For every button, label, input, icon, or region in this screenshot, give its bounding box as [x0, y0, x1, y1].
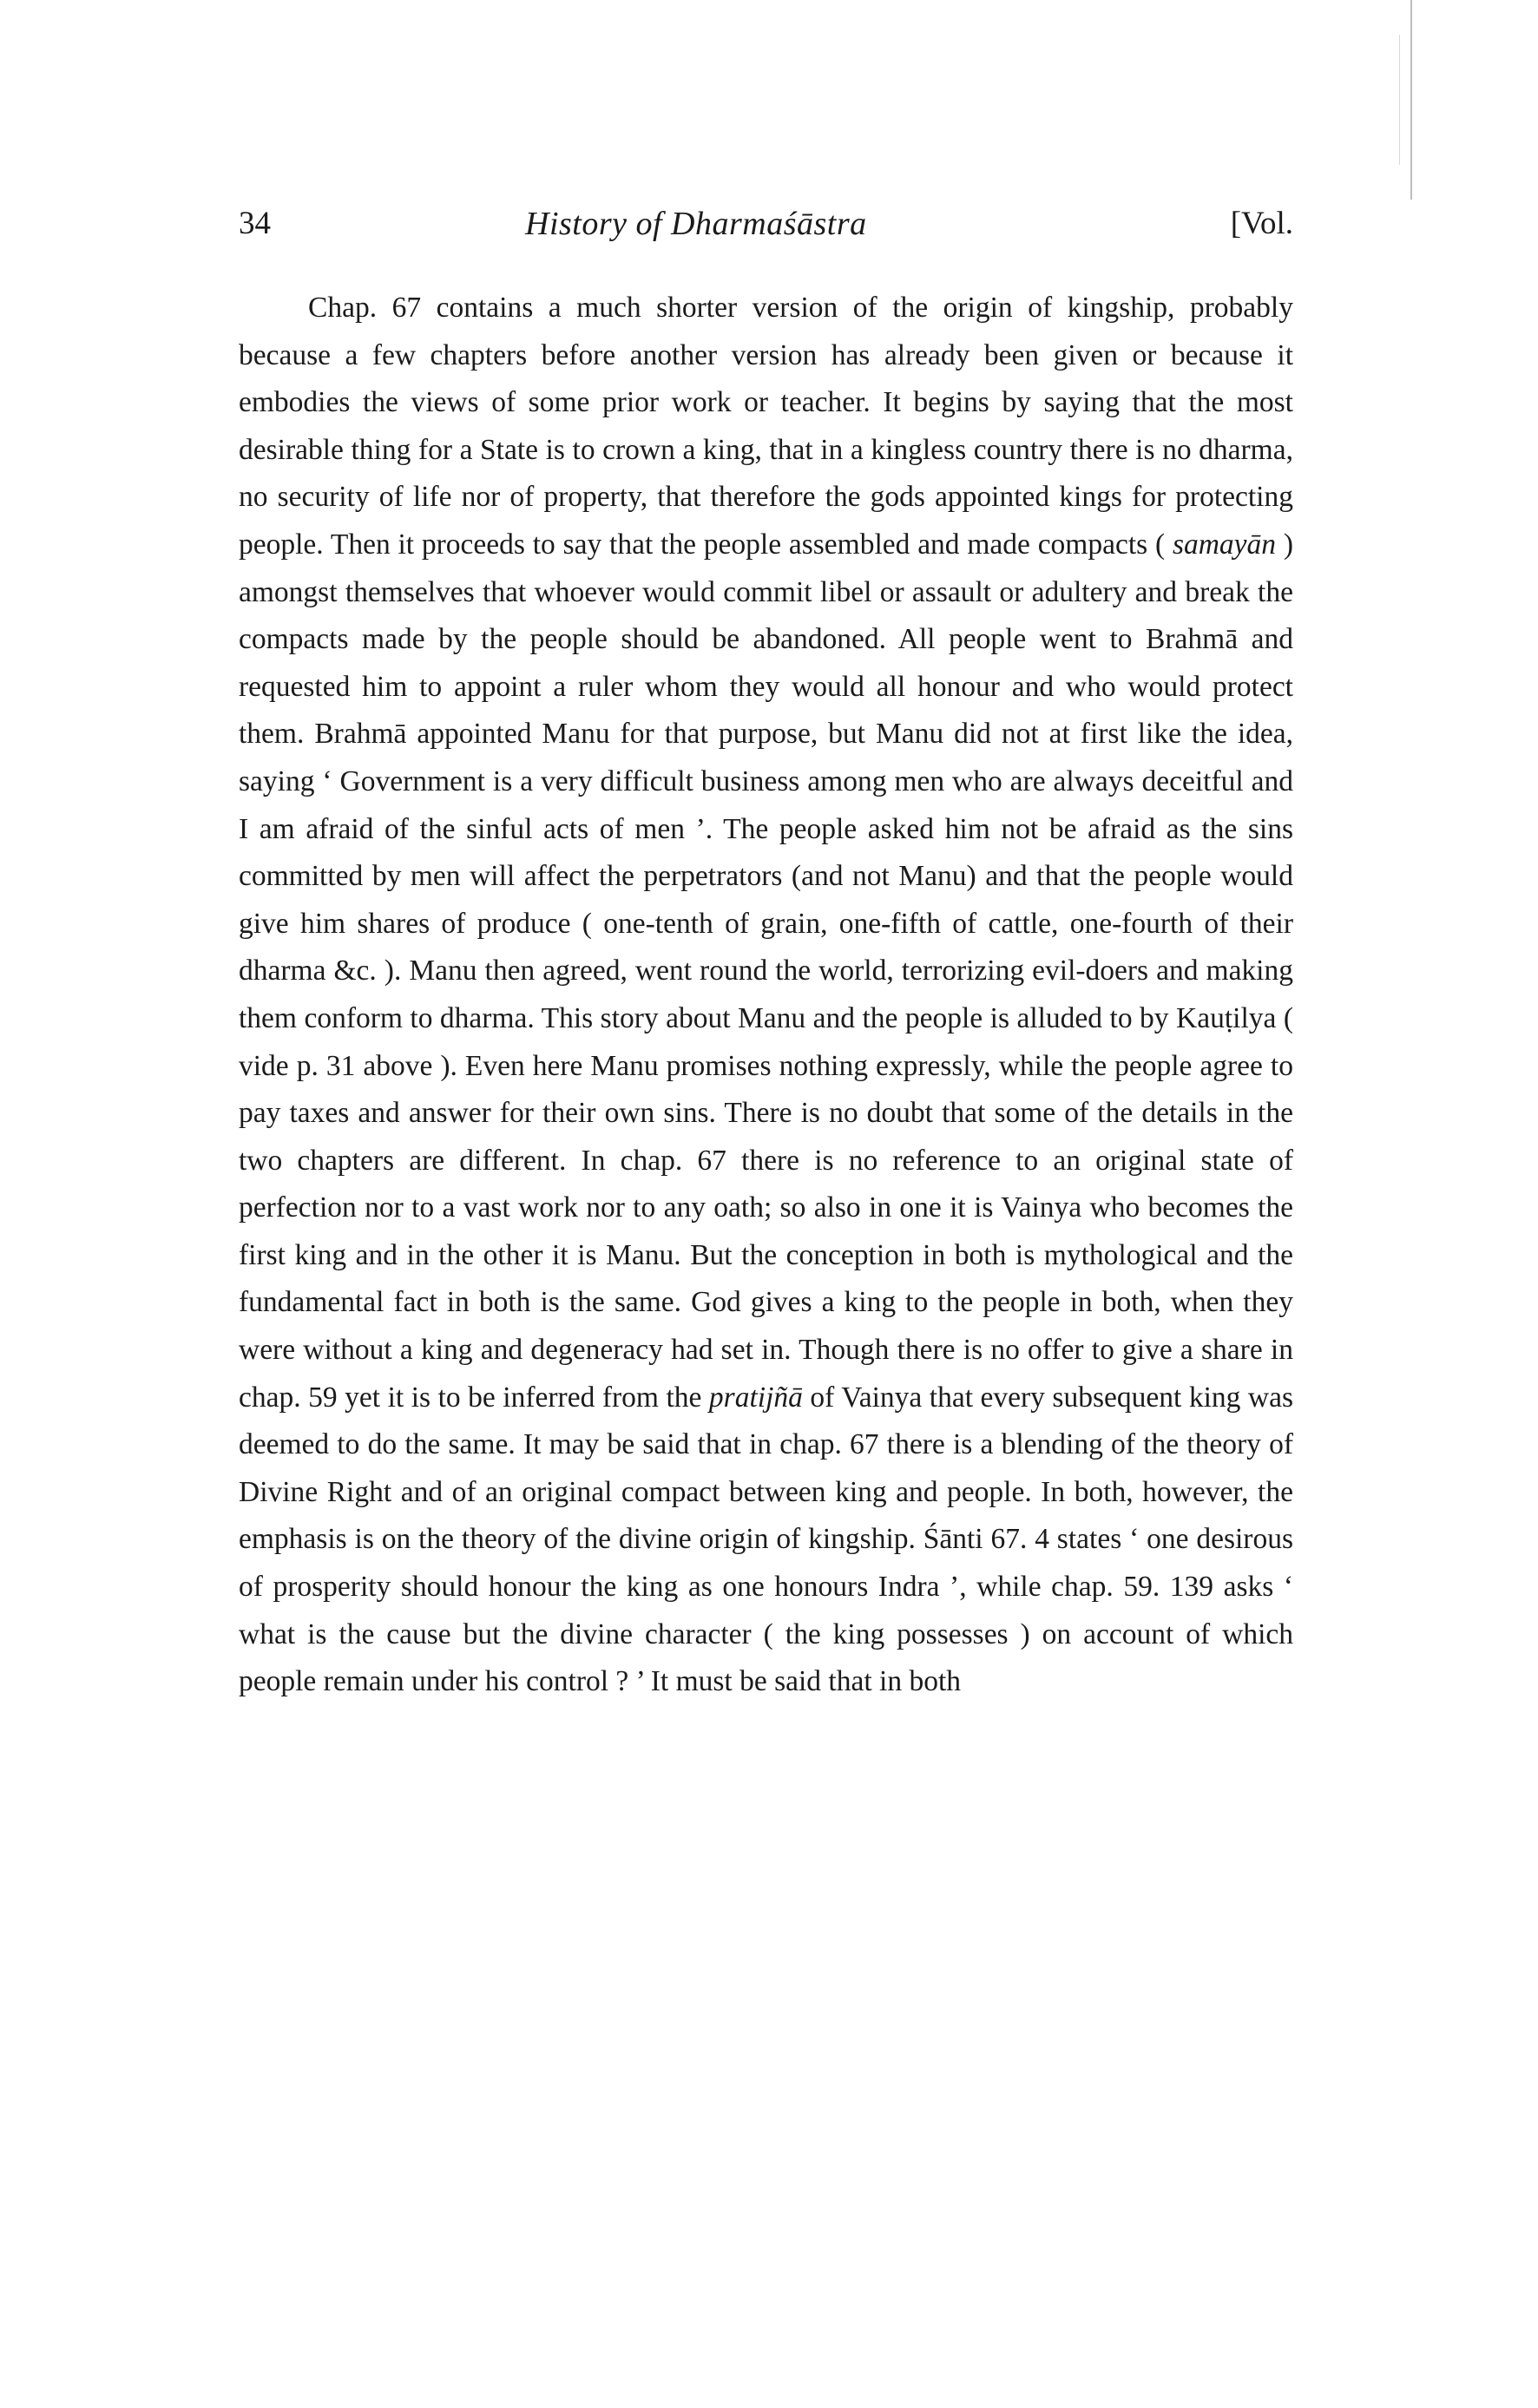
page-header [239, 200, 1293, 260]
scan-margin-line [1410, 0, 1412, 200]
running-title: History of Dharmaśāstra [525, 206, 867, 242]
page-number: 34 [239, 206, 271, 241]
text-run: Chap. 67 contains a much shorter version of the origin of kingship, probably because a few chapters before another version has already been given or because it embodies the views of some prior work or teacher. It begins by saying that the most desirable thing for a State is to crown a king, that in a kingless country there is no dharma, no security of life nor of property, that therefore the gods appointed kings for protecting people. Then it proceeds to say that the people assembled and made compacts ( [239, 292, 1293, 561]
italic-term-pratijna: pratijñā [708, 1381, 803, 1414]
body-paragraph [239, 285, 1293, 1706]
italic-term-samayan: samayān [1172, 528, 1277, 561]
text-run: of Vainya that every subsequent king was deemed to do the same. It may be said that in chap. 67 there is a blending of the theory of Divine Right and of an original compact between king and people. In both, however, the emphasis is on the theory of the divine origin of kingship. Śānti 67. 4 states ‘ one desirous of prosperity should honour the king as one honours Indra ’, while chap. 59. 139 asks ‘ what is the cause but the divine character ( the king possesses ) on account of which people remain under his control ? ’ It must be said that in both [239, 1381, 1293, 1698]
volume-marker: [Vol. [1230, 206, 1293, 241]
text-run: ) amongst themselves that whoever would commit libel or assault or adultery and break the compacts made by the people should be abandoned. All people went to Brahmā and requested him to appoint a ruler whom they would all honour and who would protect them. Brahmā appointed Manu for that purpose, but Manu did not at first like the idea, saying ‘ Government is a very difficult business among men who are always deceitful and I am afraid of the sinful acts of men ’. The people asked him not be afraid as the sins committed by men will affect the perpetrators (and not Manu) and that the people would give him shares of produce ( one-tenth of grain, one-fifth of cattle, one-fourth of their dharma &c. ). Manu then agreed, went round the world, terrorizing evil-doers and making them conform to dharma. This story about Manu and the people is alluded to by Kauṭilya ( vide p. 31 above ). Even here Manu promises nothing expressly, while the people agree to pay taxes and answer for their own sins. There is no doubt that some of the details in the two chapters are different. In chap. 67 there is no reference to an original state of perfection nor to a vast work nor to any oath; so also in one it is Vainya who becomes the first king and in the other it is Manu. But the conception in both is mythological and the fundamental fact in both is the same. God gives a king to the people in both, when they were without a king and degeneracy had set in. Though there is no offer to give a share in chap. 59 yet it is to be inferred from the [239, 528, 1293, 1414]
scan-margin-line [1399, 35, 1400, 165]
